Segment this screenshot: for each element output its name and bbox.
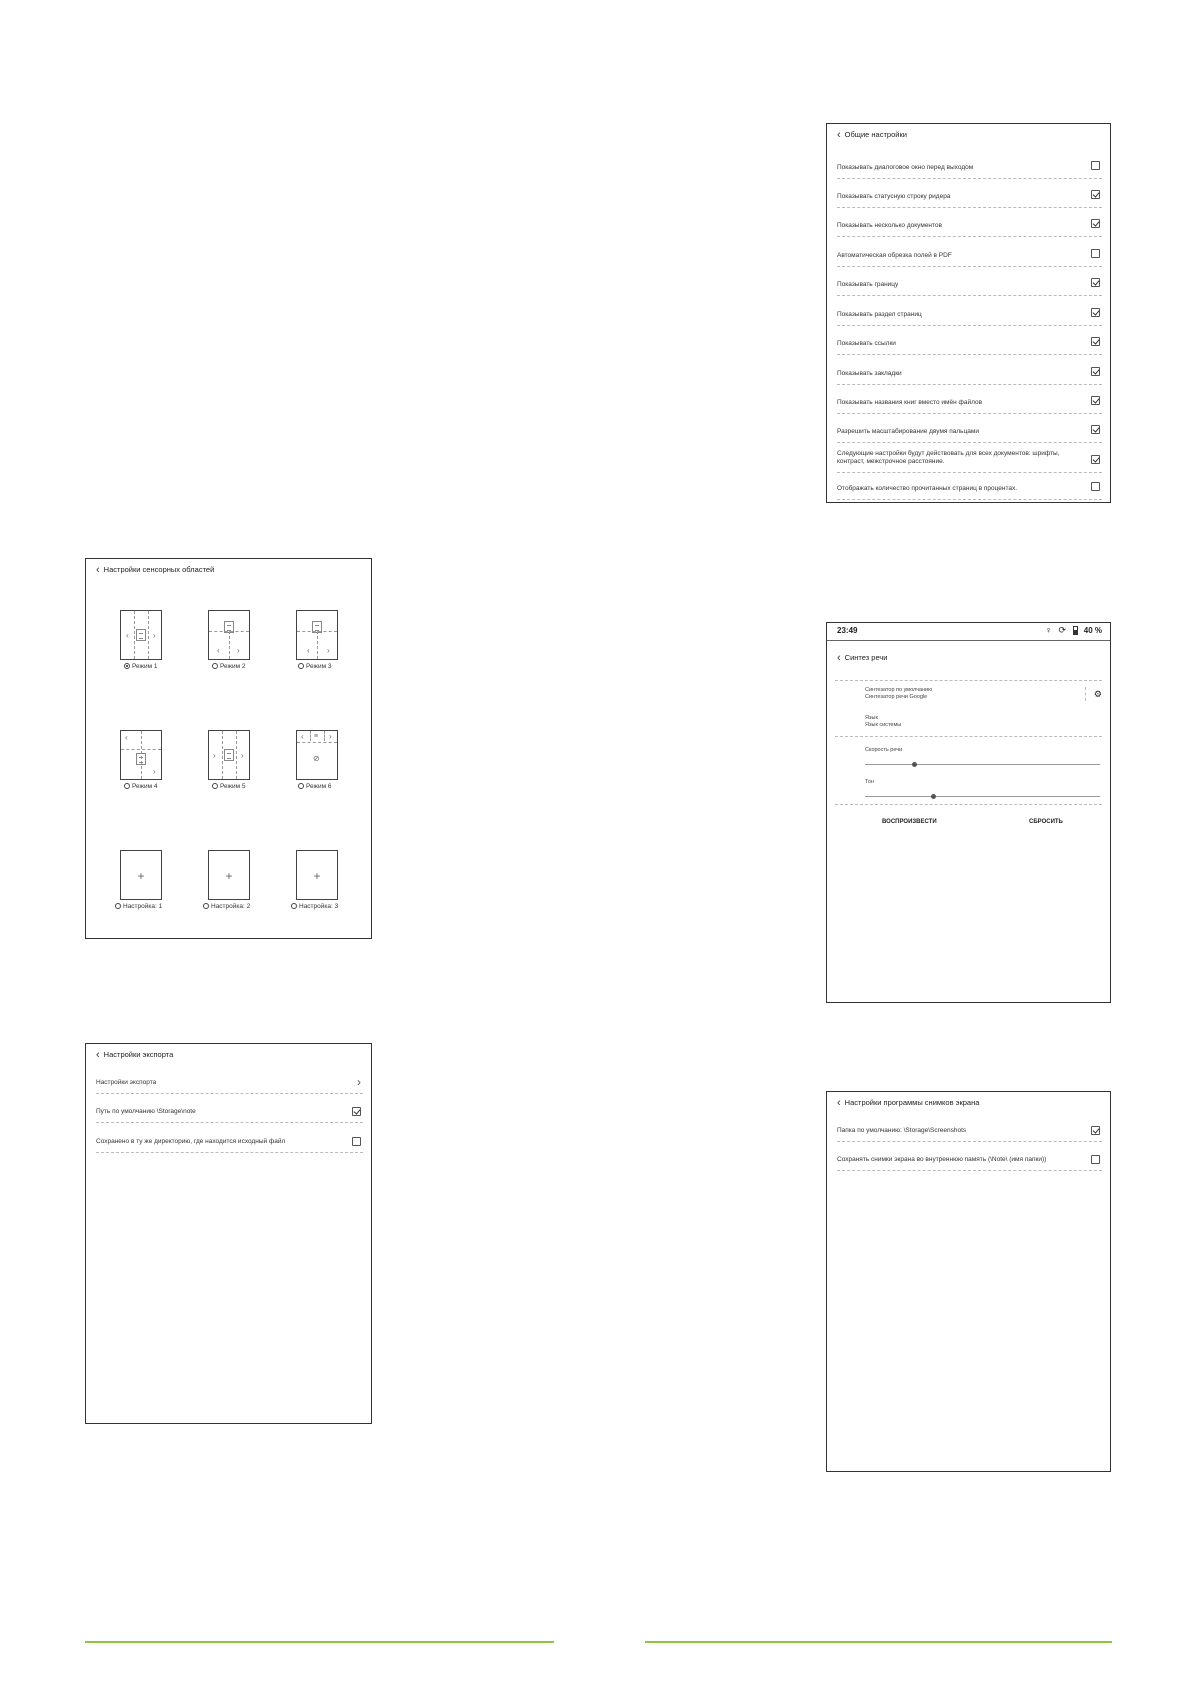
language-value: Язык системы	[865, 722, 902, 728]
general-setting-row[interactable]	[837, 414, 1102, 443]
general-setting-row[interactable]	[837, 326, 1102, 355]
radio-icon	[298, 663, 304, 669]
checkbox-checked[interactable]	[1091, 308, 1100, 317]
checkbox-checked[interactable]	[1091, 425, 1100, 434]
mode-6-option[interactable]: Режим 6	[298, 783, 331, 790]
export-settings-item[interactable]	[96, 1061, 363, 1094]
screenshot-item-label: Сохранять снимки экрана во внутреннюю память (\Note\ (имя папки))	[837, 1156, 1047, 1163]
export-same-dir-item[interactable]	[96, 1123, 363, 1153]
speed-slider-handle[interactable]	[912, 762, 917, 767]
custom-2-diagram[interactable]	[208, 850, 250, 900]
general-setting-label: Показывать названия книг вместо имён файлов	[837, 399, 983, 406]
general-setting-label: Показывать границу	[837, 281, 899, 288]
engine-label: Синтезатор по умолчанию	[865, 687, 933, 693]
mode-1-option[interactable]: Режим 1	[124, 663, 157, 670]
general-setting-row[interactable]	[837, 179, 1102, 208]
radio-icon	[212, 663, 218, 669]
chevron-left-icon: ‹	[217, 646, 220, 655]
footer-line-right	[645, 1641, 1112, 1643]
checkbox-checked[interactable]	[1091, 278, 1100, 287]
general-setting-row[interactable]	[837, 296, 1102, 326]
general-setting-label: Следующие настройки будут действовать для всех документов: шрифты, контраст, межстрочное расстояние.	[837, 450, 1060, 465]
checkbox-checked[interactable]	[1091, 367, 1100, 376]
sync-icon: ⟳	[1058, 625, 1066, 635]
checkbox-checked[interactable]	[1091, 1126, 1100, 1135]
general-setting-label: Показывать раздел страниц	[837, 311, 922, 318]
chevron-right-icon: ›	[213, 751, 216, 760]
mode-5-option[interactable]: Режим 5	[212, 783, 245, 790]
mode-2-diagram[interactable]	[208, 610, 250, 660]
export-settings-panel	[85, 1043, 372, 1424]
general-settings-panel	[826, 123, 1111, 503]
checkbox-checked[interactable]	[1091, 396, 1100, 405]
mode-2-option[interactable]: Режим 2	[212, 663, 245, 670]
radio-selected-icon	[124, 663, 130, 669]
mode-4-diagram[interactable]	[120, 730, 162, 780]
general-setting-label: Автоматическая обрезка полей в PDF	[837, 252, 952, 259]
screenshot-settings-header[interactable]	[837, 1098, 979, 1107]
checkbox-checked[interactable]	[1091, 190, 1100, 199]
pitch-slider-handle[interactable]	[931, 794, 936, 799]
chevron-right-icon: ›	[327, 646, 330, 655]
radio-icon	[124, 783, 130, 789]
export-default-path-item[interactable]	[96, 1094, 363, 1123]
chevron-left-icon: ‹	[126, 631, 129, 640]
general-setting-label: Отображать количество прочитанных страниц в процентах.	[837, 485, 1018, 492]
chevron-right-icon: ›	[357, 1075, 361, 1089]
back-arrow-icon[interactable]: ‹	[96, 1048, 100, 1061]
back-arrow-icon[interactable]: ‹	[837, 128, 841, 141]
custom-2-option[interactable]: Настройка: 2	[203, 903, 250, 910]
checkbox-unchecked[interactable]	[352, 1137, 361, 1146]
screenshot-folder-item[interactable]	[837, 1109, 1102, 1142]
menu-icon: ≡	[314, 733, 319, 740]
general-setting-label: Показывать статусную строку ридера	[837, 193, 951, 200]
speed-slider[interactable]	[865, 764, 1100, 765]
screenshot-internal-memory-item[interactable]	[837, 1142, 1102, 1171]
mode-3-diagram[interactable]	[296, 610, 338, 660]
language-label: Язык	[865, 715, 878, 721]
mode-3-option[interactable]: Режим 3	[298, 663, 331, 670]
chevron-right-icon: ›	[241, 751, 244, 760]
general-setting-row[interactable]	[837, 473, 1102, 500]
tts-divider-mid	[835, 736, 1102, 737]
back-arrow-icon[interactable]: ‹	[96, 563, 100, 576]
general-setting-label: Показывать закладки	[837, 370, 902, 377]
checkbox-checked[interactable]	[1091, 455, 1100, 464]
mode-1-diagram[interactable]	[120, 610, 162, 660]
status-time: 23:49	[837, 626, 858, 635]
document-icon	[224, 749, 234, 761]
block-icon: ⊘	[313, 754, 320, 763]
engine-setting[interactable]	[865, 687, 932, 701]
back-arrow-icon[interactable]: ‹	[837, 1096, 841, 1109]
general-setting-row[interactable]	[837, 149, 1102, 179]
document-icon	[136, 753, 146, 765]
document-icon	[136, 629, 146, 641]
battery-icon	[1073, 626, 1078, 635]
general-setting-row[interactable]	[837, 208, 1102, 237]
screenshot-item-label: Папка по умолчанию: \Storage\Screenshots	[837, 1127, 967, 1134]
chevron-left-icon: ‹	[307, 646, 310, 655]
screenshot-settings-title: Настройки программы снимков экрана	[844, 1098, 980, 1107]
chevron-left-icon: ‹	[125, 733, 128, 742]
language-setting[interactable]	[865, 715, 901, 729]
reset-button[interactable]: СБРОСИТЬ	[1029, 819, 1063, 825]
general-setting-label: Разрешить масштабирование двумя пальцами	[837, 428, 980, 435]
checkbox-unchecked[interactable]	[1091, 161, 1100, 170]
chevron-left-icon: ‹	[301, 732, 304, 741]
general-setting-row[interactable]	[837, 267, 1102, 296]
touch-settings-panel	[85, 558, 372, 939]
status-bar	[827, 623, 1110, 641]
tts-divider-bottom	[835, 804, 1102, 805]
plus-icon: +	[313, 869, 321, 883]
chevron-right-icon: ›	[237, 646, 240, 655]
plus-icon: +	[137, 869, 145, 883]
tts-title: Синтез речи	[844, 653, 888, 662]
plus-icon: +	[225, 869, 233, 883]
radio-icon	[291, 903, 297, 909]
lightbulb-icon: ♀	[1045, 625, 1052, 635]
footer-line-left	[85, 1641, 554, 1643]
general-setting-label: Показывать диалоговое окно перед выходом	[837, 164, 974, 171]
engine-value: Синтезатор речи Google	[865, 694, 928, 700]
export-item-label: Путь по умолчанию \Storage\note	[96, 1108, 196, 1115]
document-icon	[312, 621, 322, 633]
battery-percent: 40 %	[1083, 626, 1102, 635]
general-setting-row[interactable]	[837, 355, 1102, 385]
checkbox-checked[interactable]	[1091, 337, 1100, 346]
custom-3-diagram[interactable]	[296, 850, 338, 900]
mode-5-diagram[interactable]	[208, 730, 250, 780]
checkbox-unchecked[interactable]	[1091, 482, 1100, 491]
tts-divider-top	[835, 680, 1102, 681]
touch-settings-header[interactable]	[96, 565, 214, 574]
screenshot-settings-panel	[826, 1091, 1111, 1472]
checkbox-checked[interactable]	[1091, 219, 1100, 228]
checkbox-checked[interactable]	[352, 1107, 361, 1116]
general-settings-header[interactable]	[837, 130, 907, 139]
play-button[interactable]: ВОСПРОИЗВЕСТИ	[882, 819, 937, 825]
pitch-slider[interactable]	[865, 796, 1100, 797]
radio-icon	[203, 903, 209, 909]
radio-icon	[298, 783, 304, 789]
chevron-right-icon: ›	[153, 631, 156, 640]
general-setting-label: Показывать несколько документов	[837, 222, 942, 229]
chevron-right-icon: ›	[153, 767, 156, 776]
mode-4-option[interactable]: Режим 4	[124, 783, 157, 790]
general-settings-title: Общие настройки	[844, 130, 907, 139]
general-setting-row[interactable]	[837, 443, 1102, 473]
tts-header[interactable]	[837, 653, 888, 662]
export-item-label: Сохранено в ту же директорию, где находится исходный файл	[96, 1138, 286, 1145]
general-setting-label: Показывать ссылки	[837, 340, 896, 347]
export-item-label: Настройки экспорта	[96, 1079, 157, 1086]
back-arrow-icon[interactable]: ‹	[837, 651, 841, 664]
document-icon	[224, 621, 234, 633]
radio-icon	[115, 903, 121, 909]
general-setting-row[interactable]	[837, 385, 1102, 414]
tts-panel	[826, 622, 1111, 1003]
gear-divider	[1085, 687, 1086, 701]
checkbox-unchecked[interactable]	[1091, 1155, 1100, 1164]
radio-icon	[212, 783, 218, 789]
export-settings-header[interactable]	[96, 1050, 173, 1059]
custom-1-diagram[interactable]	[120, 850, 162, 900]
general-setting-row[interactable]	[837, 237, 1102, 267]
export-settings-title: Настройки экспорта	[103, 1050, 174, 1059]
pitch-label: Тон	[865, 779, 875, 785]
checkbox-unchecked[interactable]	[1091, 249, 1100, 258]
mode-6-diagram[interactable]	[296, 730, 338, 780]
gear-icon[interactable]: ⚙	[1093, 689, 1102, 699]
touch-settings-title: Настройки сенсорных областей	[103, 565, 215, 574]
speed-label: Скорость речи	[865, 747, 903, 753]
custom-3-option[interactable]: Настройка: 3	[291, 903, 338, 910]
custom-1-option[interactable]: Настройка: 1	[115, 903, 162, 910]
chevron-right-icon: ›	[329, 732, 332, 741]
